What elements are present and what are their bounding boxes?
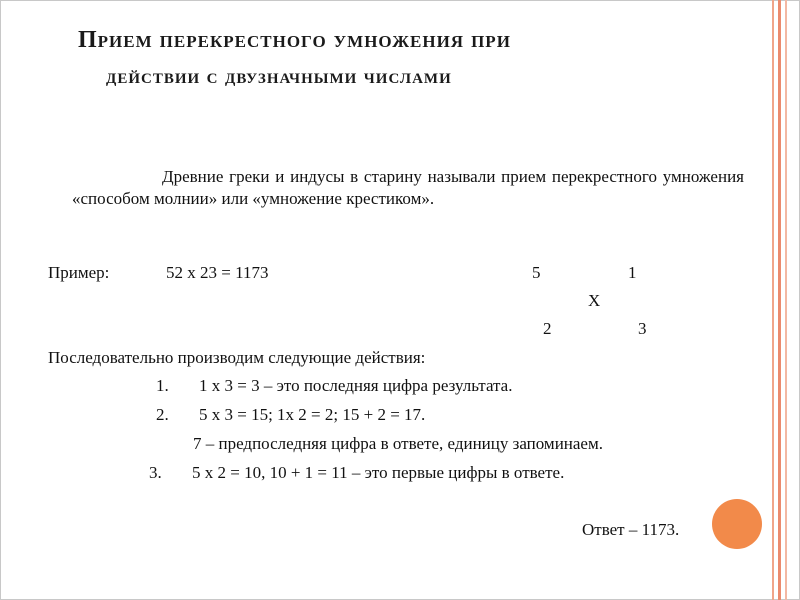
cross-symbol: Х (588, 291, 601, 310)
cross-digit-bottom-left: 2 (543, 319, 552, 338)
steps-intro: Последовательно производим следующие действия: (48, 348, 426, 367)
title-line-1: Прием перекрестного умножения при (78, 27, 511, 53)
decor-stripe (778, 0, 781, 600)
step-number: 3. (149, 463, 162, 482)
example-expression: 52 х 23 = 1173 (166, 263, 269, 282)
answer-text: Ответ – 1173. (582, 520, 680, 539)
title-line-2: действии с двузначными числами (106, 63, 452, 88)
decor-stripe (785, 0, 787, 600)
step-number: 2. (156, 405, 169, 424)
intro-paragraph: Древние греки и индусы в старину называли прием перекрестного умножения «способом молнии» или «умножение крестиком». (72, 167, 744, 208)
slide-title (78, 22, 718, 94)
cross-digit-top-right: 1 (628, 263, 637, 282)
decor-circle (712, 499, 762, 549)
cross-digit-bottom-right: 3 (638, 319, 647, 338)
cross-digit-top-left: 5 (532, 263, 541, 282)
decor-stripe (772, 0, 774, 600)
step-text: 1 х 3 = 3 – это последняя цифра результата. (199, 376, 513, 395)
step-text: 5 х 3 = 15; 1х 2 = 2; 15 + 2 = 17. (199, 405, 426, 424)
step-number: 1. (156, 376, 169, 395)
step-text: 5 х 2 = 10, 10 + 1 = 11 – это первые цифры в ответе. (192, 463, 565, 482)
example-label: Пример: (48, 263, 110, 282)
step-text-continuation: 7 – предпоследняя цифра в ответе, единицу запоминаем. (193, 434, 603, 453)
